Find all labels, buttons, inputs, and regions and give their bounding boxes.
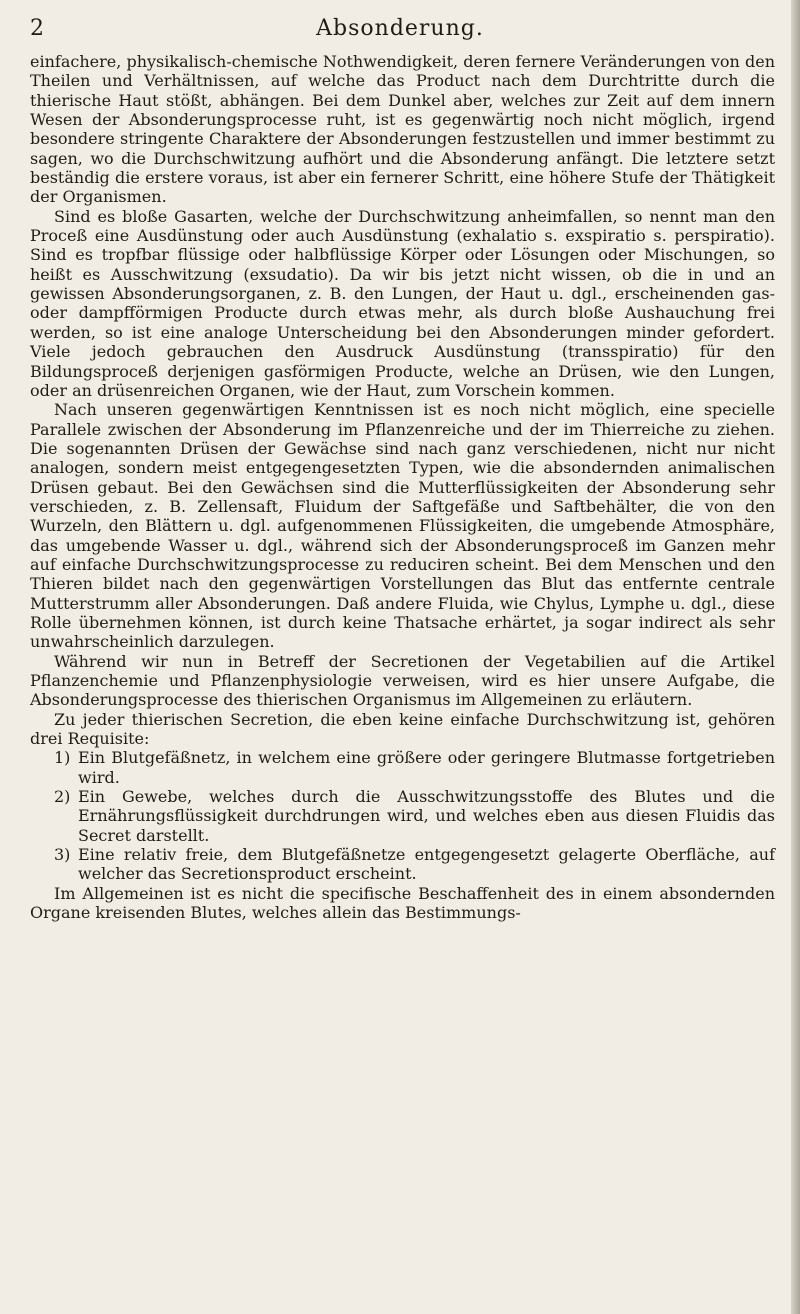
paragraph: Im Allgemeinen ist es nicht die specifische Beschaffenheit des in einem absondernden Organe kreisenden Blutes, welches allein das Bestimmungs- [30, 883, 775, 923]
running-title: Absonderung. [316, 16, 484, 41]
body-text [30, 52, 775, 922]
paragraph: Nach unseren gegenwärtigen Kenntnissen ist es noch nicht möglich, eine specielle Parallele zwischen der Absonderung im Pflanzenreiche und der im Thierreiche zu ziehen. Die sogenannten Drüsen der Gewächse sind nach ganz verschiedenen, nicht nur nicht analogen, sondern meist entgegengesetzten Typen, wie die absondernden animalischen Drüsen gebaut. Bei den Gewächsen sind die Mutterflüssigkeiten der Absonderung sehr verschieden, z. B. Zellensaft, Fluidum der Saftgefäße und Saftbehälter, die von den Wurzeln, den Blättern u. dgl. aufgenommenen Flüssigkeiten, die umgebende Atmosphäre, das umgebende Wasser u. dgl., während sich der Absonderungsproceß im Ganzen mehr auf einfache Durchschwitzungsprocesse zu reduciren scheint. Bei dem Menschen und den Thieren bildet nach den gegenwärtigen Vorstellungen das Blut das entfernte centrale Mutterstrumm aller Absonderungen. Daß andere Fluida, wie Chylus, Lymphe u. dgl., diese Rolle übernehmen können, ist durch keine Thatsache erhärtet, ja sogar indirect als sehr unwahrscheinlich darzulegen. [30, 400, 775, 652]
list-item-number: 1) [54, 748, 71, 768]
page-number: 2 [30, 16, 44, 41]
list-item-number: 2) [54, 787, 71, 807]
paragraph: Zu jeder thierischen Secretion, die eben keine einfache Durchschwitzung ist, gehören drei Requisite: [30, 709, 775, 749]
list-item-text: Eine relativ freie, dem Blutgefäßnetze entgegengesetzt gelagerte Oberfläche, auf welcher das Secretionsproduct erscheint. [78, 845, 775, 884]
requisites-list [30, 748, 775, 883]
list-item [30, 787, 775, 845]
list-item [30, 748, 775, 787]
paragraph: Während wir nun in Betreff der Secretionen der Vegetabilien auf die Artikel Pflanzenchemie und Pflanzenphysiologie verweisen, wird es hier unsere Aufgabe, die Absonderungsprocesse des thierischen Organismus im Allgemeinen zu erläutern. [30, 651, 775, 710]
page-edge [791, 0, 800, 1314]
paragraph: einfachere, physikalisch-chemische Nothwendigkeit, deren fernere Veränderungen von den Theilen und Verhältnissen, auf welche das Product nach dem Durchtritte durch die thierische Haut stößt, abhängen. Bei dem Dunkel aber, welches zur Zeit auf dem innern Wesen der Absonderungsprocesse ruht, ist es gegenwärtig noch nicht möglich, irgend besondere stringente Charaktere der Absonderungen festzustellen und immer bestimmt zu sagen, wo die Durchschwitzung aufhört und die Absonderung anfängt. Die letztere setzt beständig die erstere voraus, ist aber ein fernerer Schritt, eine höhere Stufe der Thätigkeit der Organismen. [30, 52, 775, 207]
list-item-text: Ein Gewebe, welches durch die Ausschwitzungsstoffe des Blutes und die Ernährungsflüssigkeit durchdrungen wird, und welches eben aus diesen Fluidis das Secret darstellt. [78, 787, 775, 845]
list-item-number: 3) [54, 845, 71, 865]
list-item-text: Ein Blutgefäßnetz, in welchem eine größere oder geringere Blutmasse fortgetrieben wird. [78, 748, 775, 787]
page-header [30, 8, 770, 48]
paragraph: Sind es bloße Gasarten, welche der Durchschwitzung anheimfallen, so nennt man den Proceß eine Ausdünstung oder auch Ausdünstung (exhalatio s. exspiratio s. perspiratio). Sind es tropfbar flüssige oder halbflüssige Körper oder Lösungen oder Mischungen, so heißt es Ausschwitzung (exsudatio). Da wir bis jetzt nicht wissen, ob die in und an gewissen Absonderungsorganen, z. B. den Lungen, der Haut u. dgl., erscheinenden gas- oder dampfförmigen Producte durch etwas mehr, als durch bloße Aushauchung frei werden, so ist eine analoge Unterscheidung bei den Absonderungen minder gefordert. Viele jedoch gebrauchen den Ausdruck Ausdünstung (transspiratio) für den Bildungsproceß derjenigen gasförmigen Producte, welche an Drüsen, wie den Lungen, oder an drüsenreichen Organen, wie der Haut, zum Vorschein kommen. [30, 206, 775, 400]
list-item [30, 845, 775, 884]
